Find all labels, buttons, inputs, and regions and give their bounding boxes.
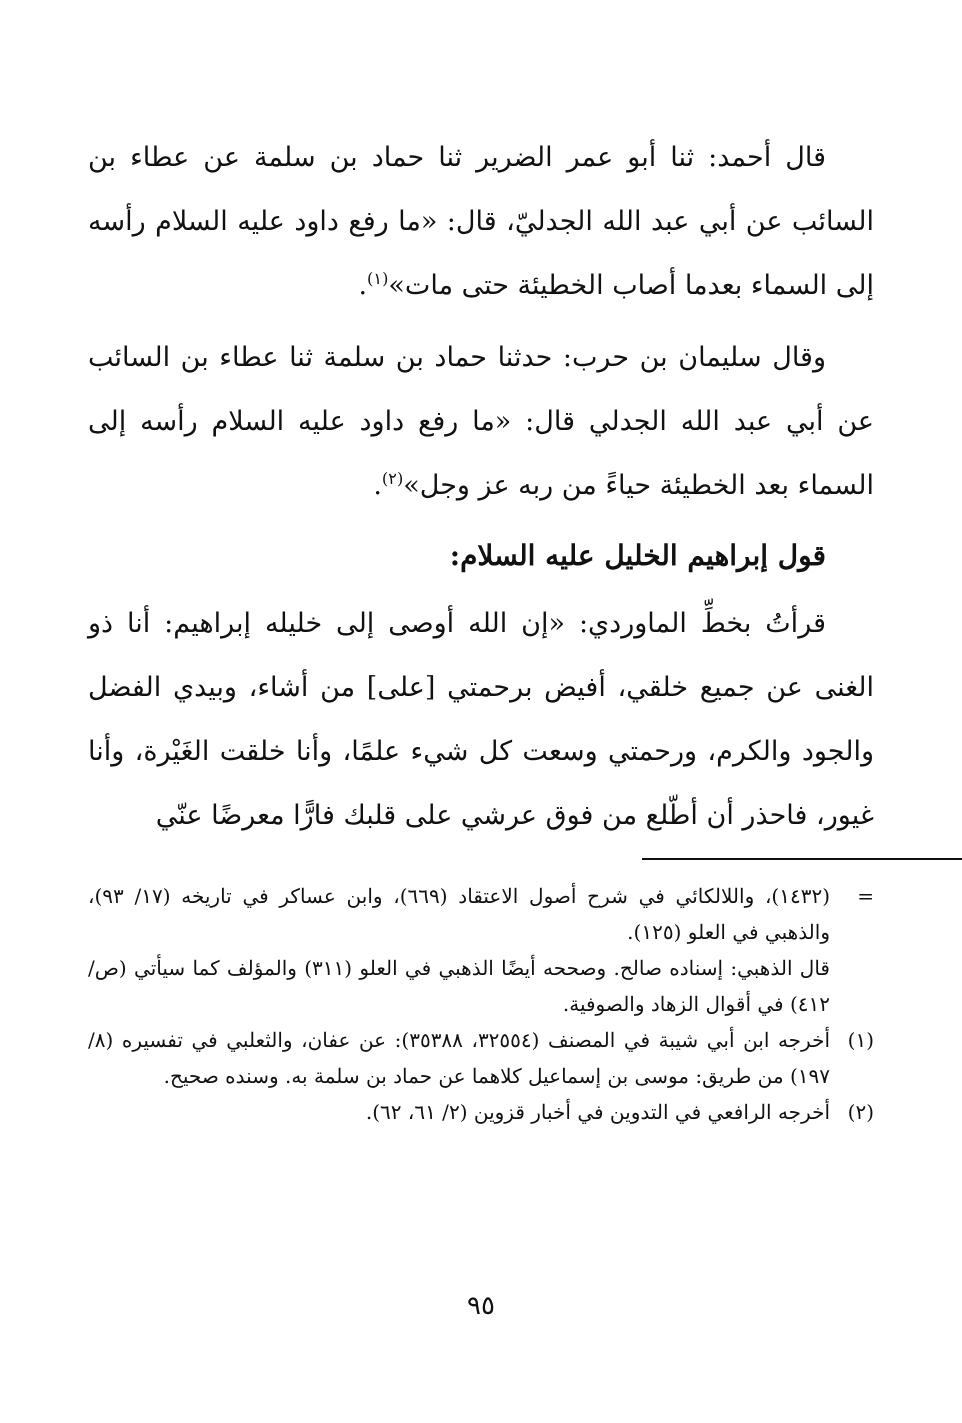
footnote-text: (١٤٣٢)، واللالكائي في شرح أصول الاعتقاد (٦٦٩)، وابن عساكر في تاريخه (١٧/ ٩٣)، والذهبي في العلو (١٢٥). xyxy=(88,884,830,944)
main-text xyxy=(88,126,874,856)
footnote-divider xyxy=(642,858,962,860)
paragraph-end: . xyxy=(358,270,368,301)
paragraph-ahmad xyxy=(88,126,874,318)
footnote-mark: (١) xyxy=(847,1028,874,1052)
footnote-1 xyxy=(88,1022,874,1094)
paragraph-text: قال أحمد: ثنا أبو عمر الضرير ثنا حماد بن سلمة عن عطاء بن السائب عن أبي عبد الله الجدليّ، قال: «ما رفع داود عليه السلام رأسه إلى السماء بعدما أصاب الخطيئة حتى مات» xyxy=(88,142,874,301)
footnote-text: أخرجه الرافعي في التدوين في أخبار قزوين (٢/ ٦١، ٦٢). xyxy=(365,1100,830,1124)
footnote-continued xyxy=(88,878,874,950)
paragraph-mawardi: قرأتُ بخطِّ الماوردي: «إن الله أوصى إلى خليله إبراهيم: أنا ذو الغنى عن جميع خلقي، أفيض برحمتي [على] من أشاء، وبيدي الفضل والجود والكرم، ورحمتي وسعت كل شيء علمًا، وأنا خلقت الغَيْرة، وأنا غيور، فاحذر أن أطّلع من فوق عرشي على قلبك فارًّا معرضًا عنّي xyxy=(88,608,874,831)
footnote-mark: = xyxy=(857,884,874,908)
footnote-ref-1: (١) xyxy=(367,269,389,288)
section-heading: قول إبراهيم الخليل عليه السلام: xyxy=(449,539,826,572)
footnote-continued-extra: قال الذهبي: إسناده صالح. وصححه أيضًا الذهبي في العلو (٣١١) والمؤلف كما سيأتي (ص/ ٤١٢) في أقوال الزهاد والصوفية. xyxy=(88,956,830,1016)
page-number: ٩٥ xyxy=(467,1291,495,1321)
footnotes xyxy=(88,878,874,1130)
paragraph-text: وقال سليمان بن حرب: حدثنا حماد بن سلمة ثنا عطاء بن السائب عن أبي عبد الله الجدلي قال: «ما رفع داود عليه السلام رأسه إلى السماء بعد الخطيئة حياءً من ربه عز وجل» xyxy=(88,342,874,501)
footnote-mark: (٢) xyxy=(847,1100,874,1124)
book-page xyxy=(88,0,874,1423)
paragraph-end: . xyxy=(373,470,382,501)
footnote-ref-2: (٢) xyxy=(381,469,404,488)
footnote-text: أخرجه ابن أبي شيبة في المصنف (٣٢٥٥٤، ٣٥٣٨٨): عن عفان، والثعلبي في تفسيره (٨/ ١٩٧) من طريق: موسى بن إسماعيل كلاهما عن حماد بن سلمة به. وسنده صحيح. xyxy=(88,1028,831,1088)
paragraph-sulayman xyxy=(88,326,874,518)
footnote-2 xyxy=(88,1094,874,1130)
